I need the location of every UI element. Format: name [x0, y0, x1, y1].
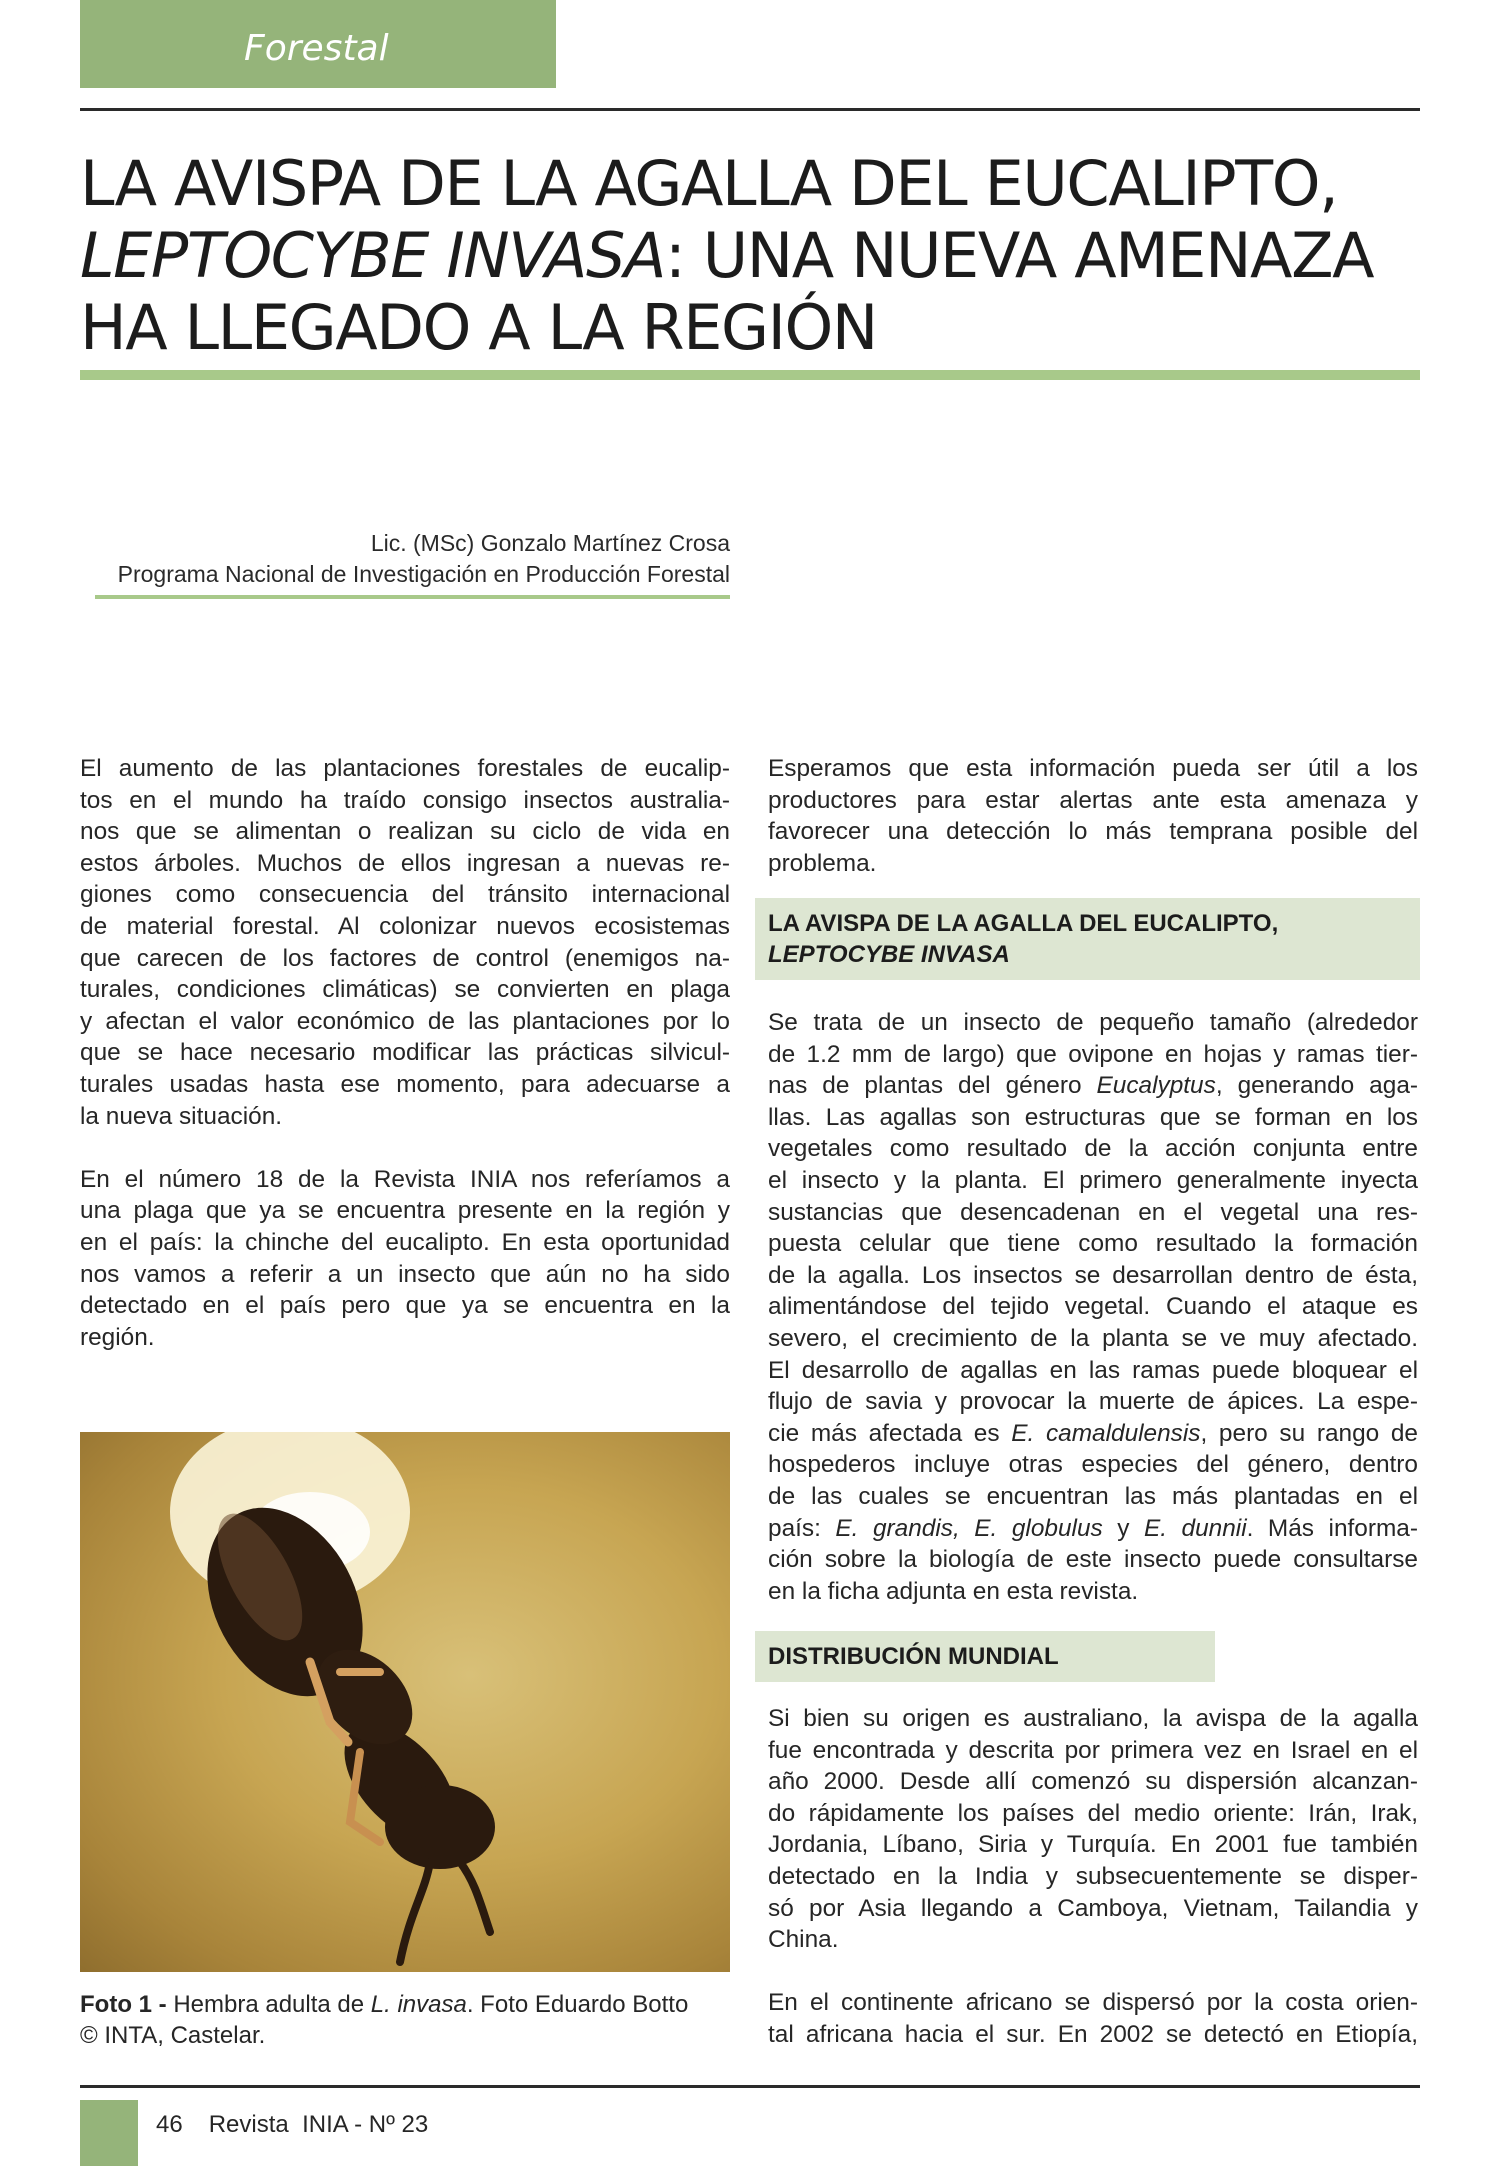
text-line: detectado en el país pero que ya se encuentra en la	[80, 1292, 730, 1320]
footer	[156, 2110, 428, 2140]
footer-rule	[80, 2085, 1420, 2088]
byline	[80, 528, 730, 590]
text-line: Si bien su origen es australiano, la avispa de la agalla	[768, 1705, 1418, 1732]
text-line: fue encontrada y descrita por primera vez en Israel en el	[768, 1736, 1418, 1764]
paragraph-insect-description: Se trata de un insecto de pequeño tamaño (alrededor de 1.2 mm de largo) que ovipone en hojas y ramas tier- nas de plantas del género Eucalyptus, generando aga- llas. Las agallas son estructuras que se forman en los vegetales como resultado de la acción conjunta entre el insecto y la planta. El primero generalmente inyecta sustancias que desencadenan en el vegetal una res- puesta celular que tiene como resultado la formación de la agalla. Los insectos se desarrollan dentro de ésta, alimentándose del tejido vegetal. Cuando el ataque es severo, el crecimiento de la planta se ve muy afectado. El desarrollo de agallas en las ramas puede bloquear el flujo de savia y provocar la muerte de ápices. La espe- cie más afectada es E. camaldulensis, pero su rango de hospederos incluye otras especies del género, dentro de las cuales se encuentran las más plantadas en el país: E. grandis, E. globulus y E. dunnii. Más informa- ción sobre la biología de este insecto puede consultarse en la ficha adjunta en esta revista.	[768, 1009, 1419, 1605]
byline-underline	[95, 595, 730, 599]
text-line: China.	[768, 1926, 839, 1954]
insect-illustration	[80, 1432, 730, 1972]
publication-name: Revista INIA - Nº 23	[208, 2111, 429, 2138]
text-line: problema.	[768, 849, 877, 877]
paragraph-distribution	[768, 1703, 1418, 1956]
photo-caption: Foto 1 - Hembra adulta de L. invasa. Foto Eduardo Botto © INTA, Castelar.	[80, 1991, 689, 2049]
headline-species: LEPTOCYBE INVASA	[80, 219, 666, 292]
text-line: de material forestal. Al colonizar nuevos ecosistemas	[80, 912, 730, 940]
paragraph-intro	[80, 753, 730, 1132]
text-line: favorecer una detección lo más temprana posible del	[768, 818, 1418, 846]
article-headline	[80, 148, 1430, 364]
text-line: turales, condiciones climáticas) se convierten en plaga	[80, 976, 730, 1004]
photo-insect	[80, 1432, 730, 1972]
header-rule	[80, 108, 1420, 111]
text-line: nos vamos a referir a un insecto que aún no ha sido	[80, 1260, 730, 1288]
paragraph-revista	[80, 1164, 730, 1354]
text-line: nos que se alimentan o realizan su ciclo de vida en	[80, 818, 730, 846]
column-right-insect	[768, 1007, 1418, 1607]
column-right-intro	[768, 753, 1418, 879]
paragraph-expectations	[768, 753, 1418, 879]
text-line: En el número 18 de la Revista INIA nos referíamos a	[80, 1165, 730, 1193]
text-line: El aumento de las plantaciones forestales de eucalip-	[80, 755, 730, 782]
author-name: Lic. (MSc) Gonzalo Martínez Crosa	[370, 530, 730, 556]
text-line: Jordania, Líbano, Siria y Turquía. En 2001 fue también	[768, 1831, 1418, 1859]
page-number: 46	[156, 2111, 183, 2138]
paragraph-africa	[768, 1987, 1418, 2050]
column-left	[80, 753, 730, 1353]
text-line: una plaga que ya se encuentra presente en la región y	[80, 1197, 730, 1225]
text-line: detectado en la India y subsecuentemente se disper-	[768, 1862, 1418, 1890]
text-line: do rápidamente los países del medio oriente: Irán, Irak,	[768, 1799, 1418, 1827]
text-line: En el continente africano se dispersó por la costa orien-	[768, 1989, 1418, 2017]
text-line: Esperamos que esta información pueda ser útil a los	[768, 755, 1418, 782]
headline-underline	[80, 370, 1420, 380]
subheading-distribution: DISTRIBUCIÓN MUNDIAL	[755, 1631, 1215, 1682]
headline-line-1: LA AVISPA DE LA AGALLA DEL EUCALIPTO,	[80, 147, 1338, 220]
text-line: giones como consecuencia del tránsito internacional	[80, 881, 730, 909]
text-line: que carecen de los factores de control (enemigos na-	[80, 944, 730, 972]
text-line: en el país: la chinche del eucalipto. En esta oportunidad	[80, 1228, 730, 1256]
headline-line-2: LEPTOCYBE INVASA: UNA NUEVA AMENAZA	[80, 219, 1374, 292]
subheading-leptocybe: LA AVISPA DE LA AGALLA DEL EUCALIPTO, LEPTOCYBE INVASA	[755, 898, 1420, 980]
section-tab: Forestal	[80, 0, 556, 88]
text-line: tal africana hacia el sur. En 2002 se detectó en Etiopía,	[768, 2020, 1418, 2048]
text-line: só por Asia llegando a Camboya, Vietnam, Tailandia y	[768, 1894, 1418, 1922]
headline-line-3: HA LLEGADO A LA REGIÓN	[80, 291, 877, 364]
text-line: que se hace necesario modificar las prácticas silvicul-	[80, 1039, 730, 1067]
text-line: productores para estar alertas ante esta amenaza y	[768, 786, 1418, 814]
text-line: estos árboles. Muchos de ellos ingresan a nuevas re-	[80, 849, 730, 877]
author-affiliation: Programa Nacional de Investigación en Producción Forestal	[117, 561, 730, 587]
text-line: tos en el mundo ha traído consigo insectos australia-	[80, 786, 730, 814]
text-line: año 2000. Desde allí comenzó su dispersión alcanzan-	[768, 1768, 1418, 1796]
text-line: región.	[80, 1323, 155, 1351]
text-line: turales usadas hasta ese momento, para adecuarse a	[80, 1070, 730, 1098]
column-right-distribution	[768, 1703, 1418, 2051]
text-line: la nueva situación.	[80, 1102, 283, 1130]
caption-label: Foto 1 -	[80, 1991, 167, 2018]
text-line: y afectan el valor económico de las plantaciones por lo	[80, 1007, 730, 1035]
footer-accent	[80, 2100, 138, 2166]
